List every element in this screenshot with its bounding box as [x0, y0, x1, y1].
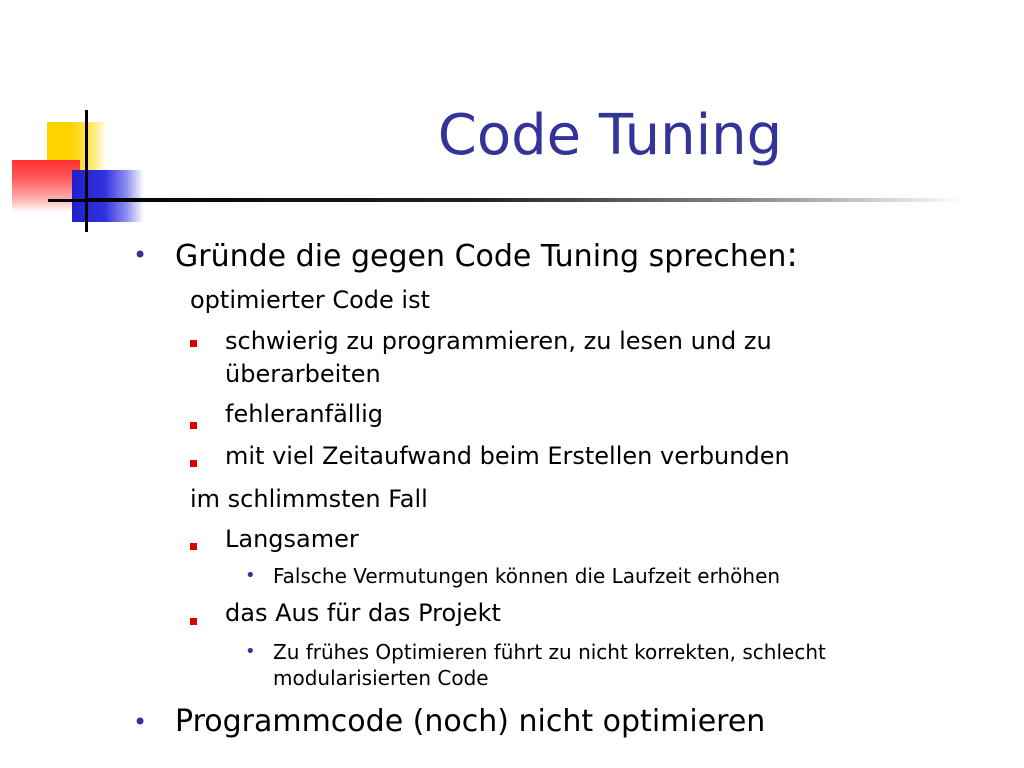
- list-item-level3: [225, 325, 772, 391]
- list-item-level4: [273, 639, 826, 691]
- list-item-colon: :: [786, 235, 798, 275]
- list-item-text-line1: Zu frühes Optimieren führt zu nicht korrekten, schlecht: [273, 640, 826, 664]
- list-item-text-line2: überarbeiten: [225, 360, 381, 388]
- list-item-level1: Programmcode (noch) nicht optimieren: [175, 704, 766, 739]
- round-bullet-icon: •: [245, 565, 256, 586]
- list-item-level3: fehleranfällig: [225, 400, 384, 428]
- square-bullet-icon: [190, 618, 197, 625]
- round-bullet-icon: •: [133, 708, 148, 736]
- square-bullet-icon: [190, 543, 197, 550]
- square-bullet-icon: [190, 422, 197, 429]
- slide-title: Code Tuning: [437, 103, 783, 168]
- round-bullet-icon: •: [133, 241, 148, 269]
- list-item-level2: im schlimmsten Fall: [190, 485, 428, 513]
- list-item-level3: mit viel Zeitaufwand beim Erstellen verbunden: [225, 442, 790, 470]
- square-bullet-icon: [190, 340, 197, 347]
- list-item-level3: Langsamer: [225, 525, 359, 553]
- list-item-level4: Falsche Vermutungen können die Laufzeit erhöhen: [273, 564, 781, 588]
- round-bullet-icon: •: [245, 641, 256, 662]
- list-item-text-line1: schwierig zu programmieren, zu lesen und zu: [225, 327, 772, 355]
- list-item-level2: optimierter Code ist: [190, 286, 430, 314]
- list-item-level1: [175, 237, 798, 275]
- square-bullet-icon: [190, 460, 197, 467]
- list-item-text-line2: modularisierten Code: [273, 666, 489, 690]
- list-item-text: Gründe die gegen Code Tuning sprechen: [175, 239, 787, 274]
- list-item-level3: das Aus für das Projekt: [225, 599, 501, 627]
